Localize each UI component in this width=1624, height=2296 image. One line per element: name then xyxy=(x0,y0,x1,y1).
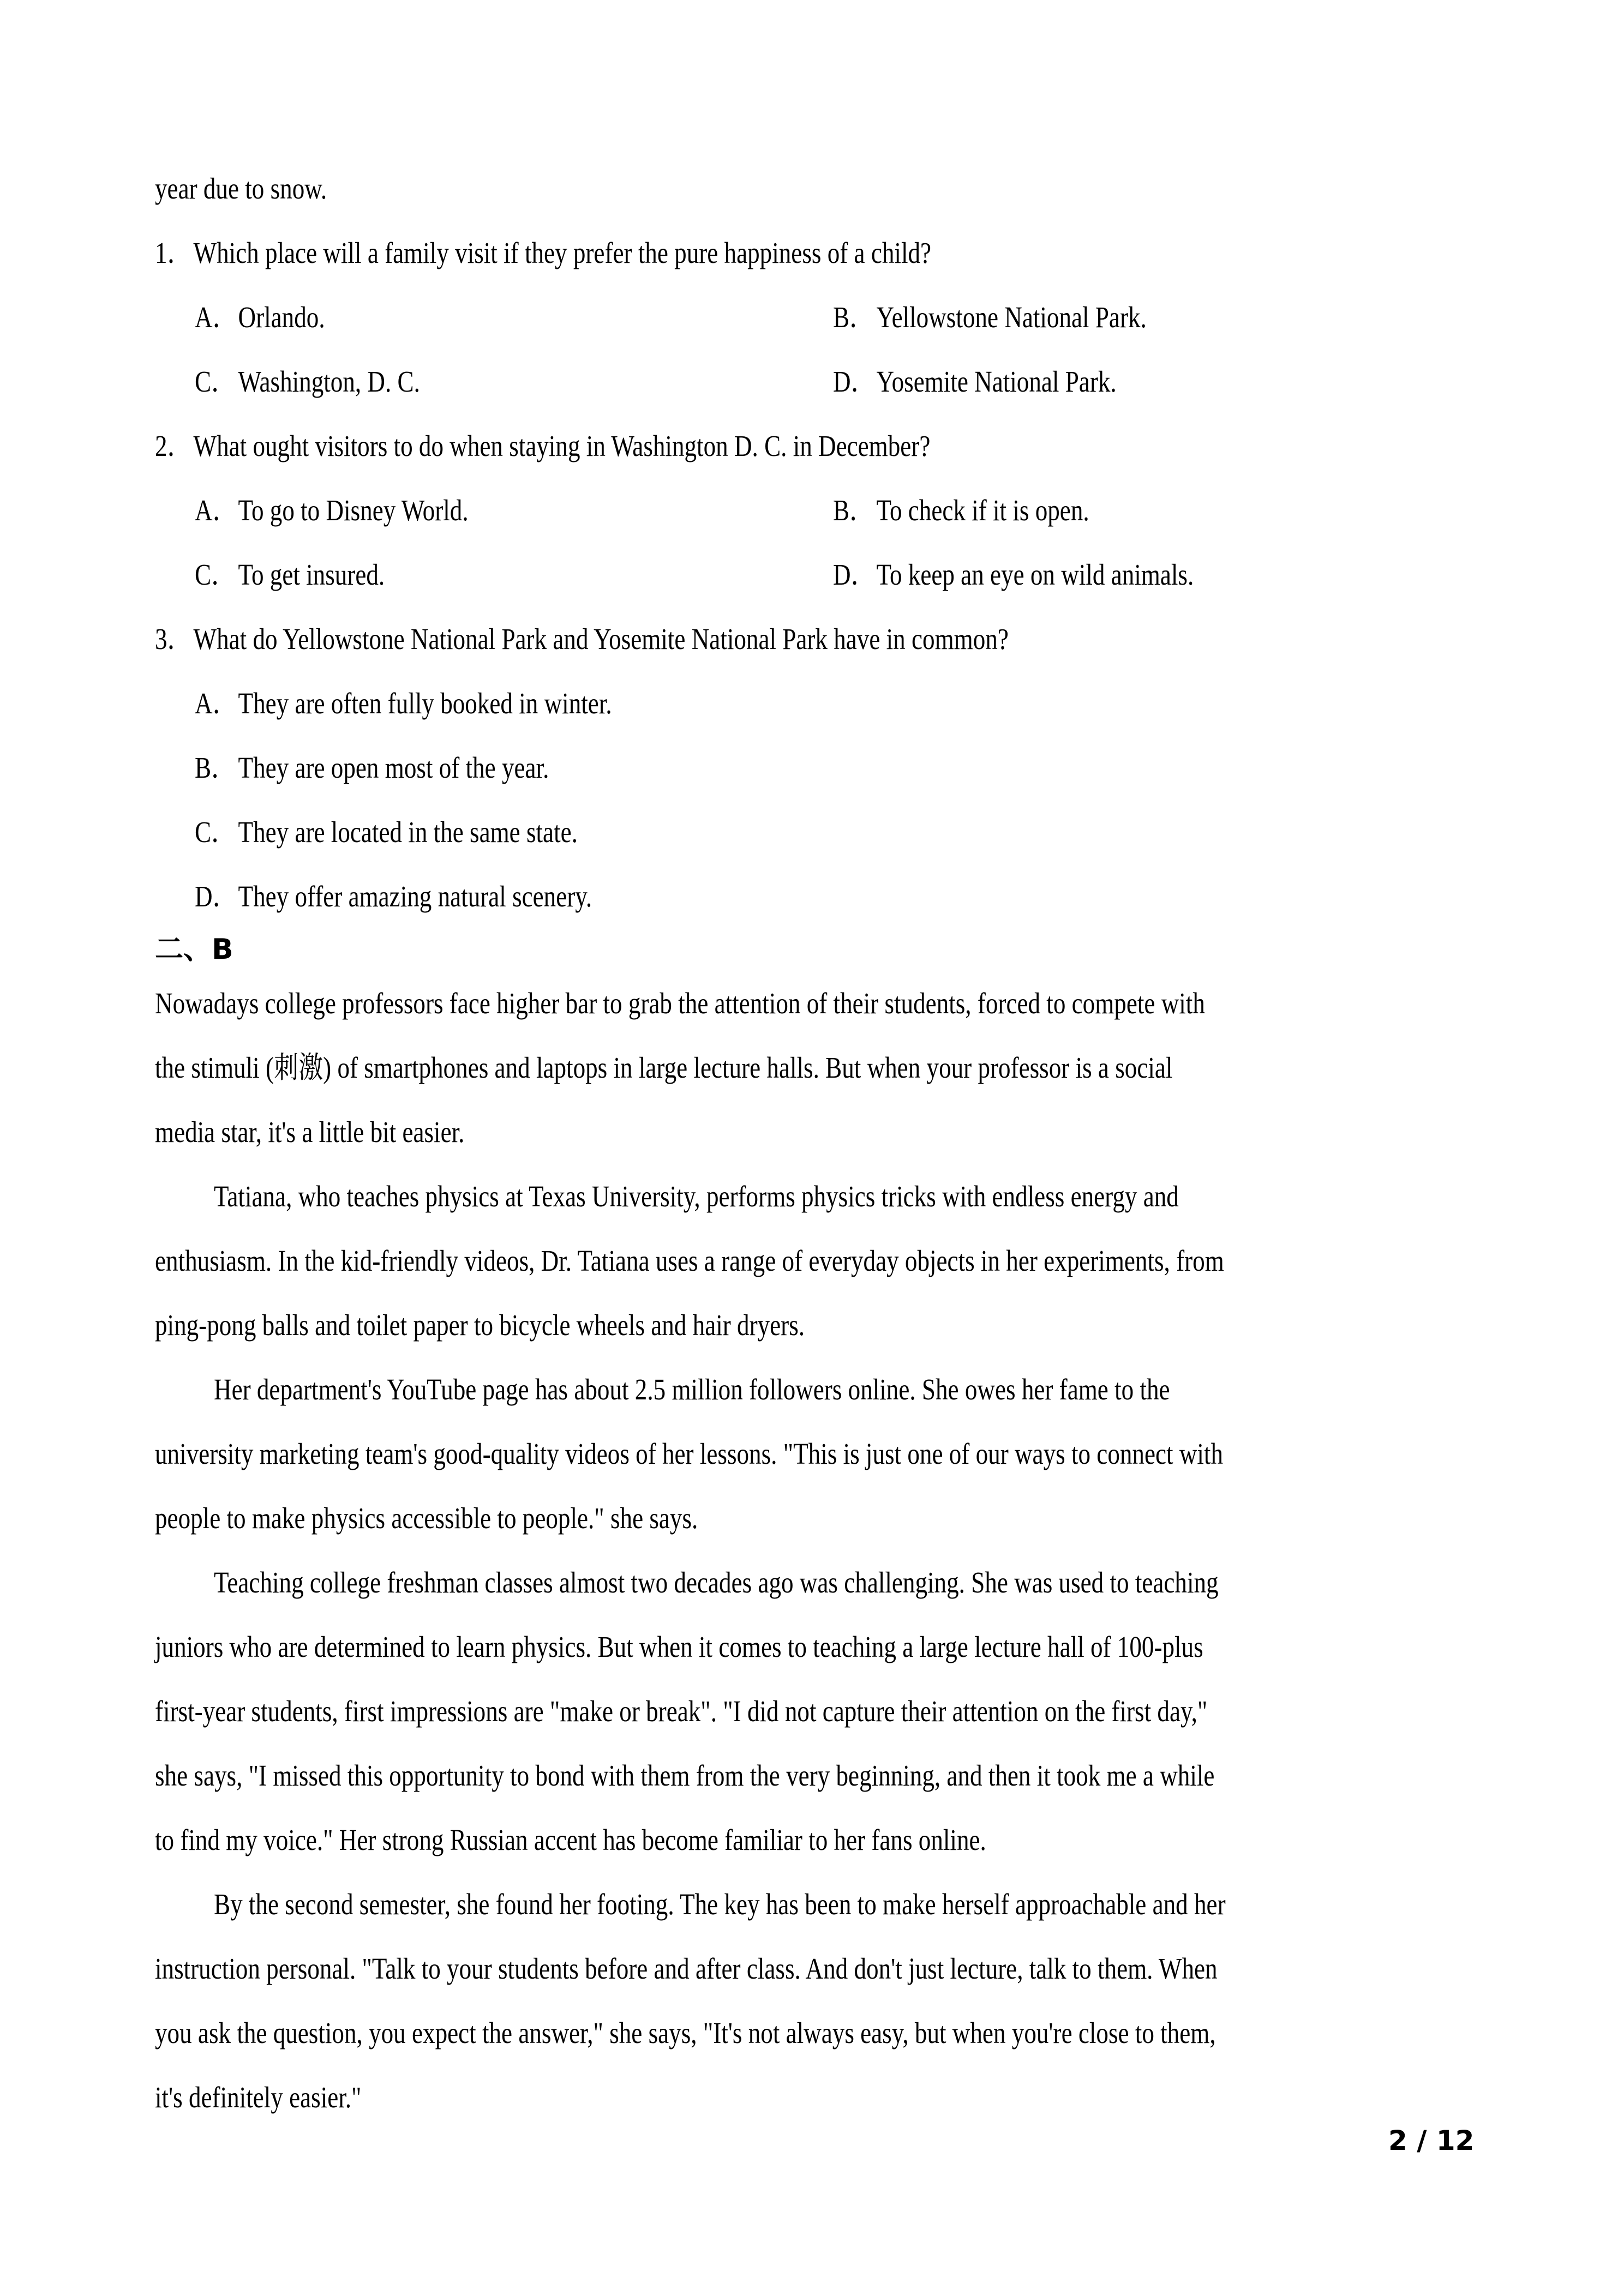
passage-line: people to make physics accessible to people." she says. xyxy=(155,1501,698,1535)
passage-line: Nowadays college professors face higher bar to grab the attention of their students, forced to compete with xyxy=(155,987,1205,1020)
passage-line: first-year students, first impressions are "make or break". "I did not capture their attention on the first day," xyxy=(155,1694,1208,1728)
q1-option-d xyxy=(833,366,1117,396)
option-text: To keep an eye on wild animals. xyxy=(876,558,1194,591)
option-label: A． xyxy=(195,687,237,720)
passage-line: it's definitely easier." xyxy=(155,2081,362,2114)
continuation-text: year due to snow. xyxy=(155,172,327,205)
question-1 xyxy=(155,238,931,268)
q3-option-d xyxy=(195,881,592,911)
q3-option-a xyxy=(195,688,612,718)
option-text: They are often fully booked in winter. xyxy=(238,687,612,720)
option-label: A． xyxy=(195,494,237,527)
question-number: 2． xyxy=(155,429,192,462)
option-text: Washington, D. C. xyxy=(238,365,420,398)
passage-line: Teaching college freshman classes almost two decades ago was challenging. She was used to teaching xyxy=(214,1566,1219,1599)
q1-option-a xyxy=(195,302,325,332)
passage-line: you ask the question, you expect the answer," she says, "It's not always easy, but when you're close to them, xyxy=(155,2016,1216,2049)
option-label: D． xyxy=(833,558,876,591)
section-heading: 二、B xyxy=(155,933,233,966)
option-label: C． xyxy=(195,558,236,591)
option-text: They offer amazing natural scenery. xyxy=(238,880,592,913)
q1-option-b xyxy=(833,302,1147,332)
passage-line: university marketing team's good-quality videos of her lessons. "This is just one of our ways to connect with xyxy=(155,1437,1224,1470)
passage-line: to find my voice." Her strong Russian accent has become familiar to her fans online. xyxy=(155,1823,986,1856)
option-label: A． xyxy=(195,300,237,334)
question-text: What ought visitors to do when staying in Washington D. C. in December? xyxy=(193,429,931,462)
passage-line: she says, "I missed this opportunity to bond with them from the very beginning, and then it took me a while xyxy=(155,1759,1215,1792)
question-number: 1． xyxy=(155,236,192,269)
passage-line: instruction personal. "Talk to your students before and after class. And don't just lecture, talk to them. When xyxy=(155,1952,1218,1985)
option-text: Yosemite National Park. xyxy=(876,365,1117,398)
passage-line: juniors who are determined to learn physics. But when it comes to teaching a large lecture hall of 100-plus xyxy=(155,1630,1203,1663)
option-label: B． xyxy=(833,300,874,334)
passage-line: Her department's YouTube page has about 2.5 million followers online. She owes her fame to the xyxy=(214,1373,1170,1406)
passage-line: media star, it's a little bit easier. xyxy=(155,1115,465,1149)
passage-line: Tatiana, who teaches physics at Texas University, performs physics tricks with endless energy and xyxy=(214,1180,1179,1213)
option-text: To check if it is open. xyxy=(876,494,1089,527)
option-label: D． xyxy=(195,880,237,913)
option-label: C． xyxy=(195,815,236,849)
q1-option-c xyxy=(195,366,420,396)
question-text: What do Yellowstone National Park and Yosemite National Park have in common? xyxy=(193,622,1009,656)
question-3 xyxy=(155,624,1009,654)
q2-option-b xyxy=(833,495,1089,525)
q2-option-a xyxy=(195,495,469,525)
question-number: 3． xyxy=(155,622,192,656)
q2-option-d xyxy=(833,560,1194,590)
option-text: Yellowstone National Park. xyxy=(876,300,1147,334)
q3-option-c xyxy=(195,817,578,847)
passage-line: By the second semester, she found her footing. The key has been to make herself approachable and her xyxy=(214,1888,1226,1921)
option-text: They are located in the same state. xyxy=(238,815,578,849)
option-text: To get insured. xyxy=(238,558,385,591)
option-label: D． xyxy=(833,365,876,398)
question-text: Which place will a family visit if they prefer the pure happiness of a child? xyxy=(193,236,932,269)
option-text: Orlando. xyxy=(238,300,325,334)
option-label: C． xyxy=(195,365,236,398)
option-label: B． xyxy=(833,494,874,527)
passage-line: ping-pong balls and toilet paper to bicycle wheels and hair dryers. xyxy=(155,1308,805,1342)
q3-option-b xyxy=(195,753,549,783)
passage-line: the stimuli (刺激) of smartphones and laptops in large lecture halls. But when your professor is a social xyxy=(155,1051,1173,1084)
page-number: 2 / 12 xyxy=(1388,2125,1475,2156)
question-2 xyxy=(155,431,930,461)
q2-option-c xyxy=(195,560,385,590)
passage-line: enthusiasm. In the kid-friendly videos, Dr. Tatiana uses a range of everyday objects in her experiments, from xyxy=(155,1244,1224,1277)
option-label: B． xyxy=(195,751,236,784)
option-text: They are open most of the year. xyxy=(238,751,549,784)
option-text: To go to Disney World. xyxy=(238,494,469,527)
